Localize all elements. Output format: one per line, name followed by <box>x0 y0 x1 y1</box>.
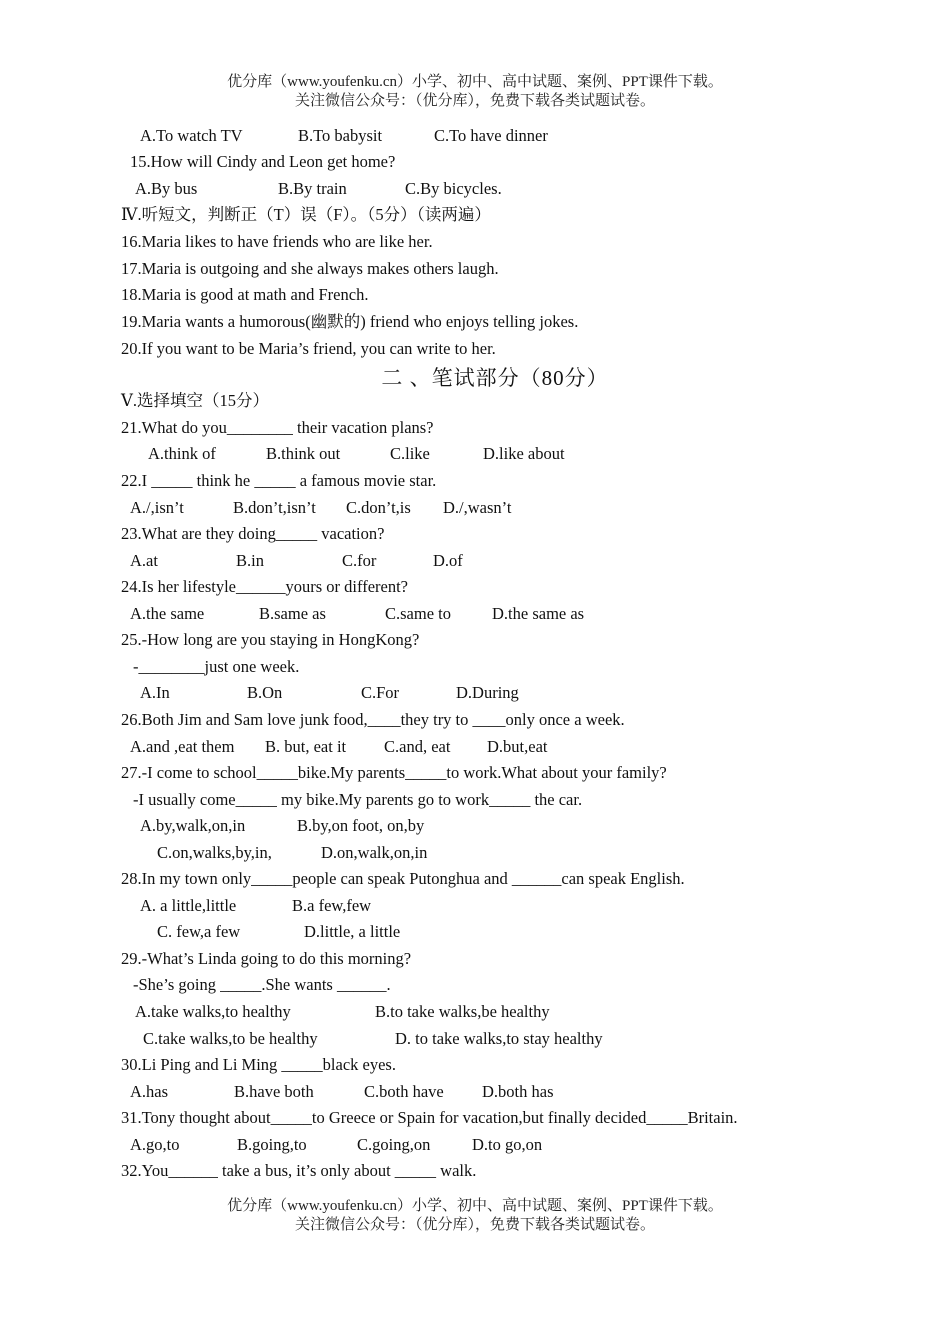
q24-option-b: B.same as <box>259 604 326 623</box>
q27-option-d: D.on,walk,on,in <box>321 843 428 862</box>
q26-question: 26.Both Jim and Sam love junk food,____they try to ____only once a week. <box>121 710 625 729</box>
q31-question: 31.Tony thought about_____to Greece or Spain for vacation,but finally decided_____Britain. <box>121 1108 738 1127</box>
q27-option-a: A.by,walk,on,in <box>140 816 246 835</box>
q23-question: 23.What are they doing_____ vacation? <box>121 524 385 543</box>
q30-option-b: B.have both <box>234 1082 314 1101</box>
q25-option-a: A.In <box>140 683 170 702</box>
q28-question: 28.In my town only_____people can speak Putonghua and ______can speak English. <box>121 869 685 888</box>
q16-statement: 16.Maria likes to have friends who are like her. <box>121 232 433 251</box>
q24-option-a: A.the same <box>130 604 205 623</box>
q28-option-a: A. a little,little <box>140 896 237 915</box>
q17-statement: 17.Maria is outgoing and she always makes others laugh. <box>121 259 499 278</box>
q14-option-a: A.To watch TV <box>140 126 243 145</box>
q25-option-b: B.On <box>247 683 283 702</box>
q22-question: 22.I _____ think he _____ a famous movie star. <box>121 471 437 490</box>
q23-option-d: D.of <box>433 551 463 570</box>
q29-option-c: C.take walks,to be healthy <box>143 1029 318 1048</box>
q15-question: 15.How will Cindy and Leon get home? <box>130 152 396 171</box>
q29-option-d: D. to take walks,to stay healthy <box>395 1029 603 1048</box>
q28-option-c: C. few,a few <box>157 922 241 941</box>
header-line-1: 优分库（www.youfenku.cn）小学、初中、高中试题、案例、PPT课件下载。 <box>227 74 723 90</box>
footer-line-2: 关注微信公众号：（优分库），免费下载各类试题试卷。 <box>294 1217 655 1233</box>
q26-option-a: A.and ,eat them <box>130 737 235 756</box>
q22-option-a: A./,isn’t <box>130 498 184 517</box>
q22-option-b: B.don’t,isn’t <box>233 498 316 517</box>
q21-option-a: A.think of <box>148 444 216 463</box>
q29-question: 29.-What’s Linda going to do this morning? <box>121 949 412 968</box>
q31-option-b: B.going,to <box>237 1135 307 1154</box>
q22-option-d: D./,wasn’t <box>443 498 512 517</box>
q20-statement: 20.If you want to be Maria’s friend, you can write to her. <box>121 339 496 358</box>
q30-option-d: D.both has <box>482 1082 554 1101</box>
q26-option-b: B. but, eat it <box>265 737 347 756</box>
q24-option-c: C.same to <box>385 604 451 623</box>
q26-option-d: D.but,eat <box>487 737 548 756</box>
section-iv-heading: Ⅳ.听短文，判断正（T）误（F）。（5分）（读两遍） <box>121 205 491 224</box>
q28-option-d: D.little, a little <box>304 922 401 941</box>
q24-option-d: D.the same as <box>492 604 585 623</box>
q27-response: -I usually come_____ my bike.My parents go to work_____ the car. <box>133 790 583 809</box>
q30-question: 30.Li Ping and Li Ming _____black eyes. <box>121 1055 396 1074</box>
q25-option-d: D.During <box>456 683 519 702</box>
q28-option-b: B.a few,few <box>292 896 372 915</box>
q30-option-a: A.has <box>130 1082 169 1101</box>
q15-option-a: A.By bus <box>135 179 198 198</box>
q25-question: 25.-How long are you staying in HongKong? <box>121 630 420 649</box>
q25-response: -________just one week. <box>133 657 300 676</box>
q27-option-c: C.on,walks,by,in, <box>157 843 272 862</box>
q27-option-b: B.by,on foot, on,by <box>297 816 425 835</box>
q31-option-c: C.going,on <box>357 1135 431 1154</box>
q29-response: -She’s going _____.She wants ______. <box>133 975 391 994</box>
q21-question: 21.What do you________ their vacation plans? <box>121 418 434 437</box>
q22-option-c: C.don’t,is <box>346 498 411 517</box>
q31-option-d: D.to go,on <box>472 1135 543 1154</box>
q32-question: 32.You______ take a bus, it’s only about _____ walk. <box>121 1161 477 1180</box>
q23-option-b: B.in <box>236 551 264 570</box>
q25-option-c: C.For <box>361 683 400 702</box>
q18-statement: 18.Maria is good at math and French. <box>121 285 369 304</box>
q23-option-c: C.for <box>342 551 377 570</box>
q29-option-b: B.to take walks,be healthy <box>375 1002 550 1021</box>
q29-option-a: A.take walks,to healthy <box>135 1002 291 1021</box>
q14-option-c: C.To have dinner <box>434 126 548 145</box>
q26-option-c: C.and, eat <box>384 737 451 756</box>
q23-option-a: A.at <box>130 551 158 570</box>
q30-option-c: C.both have <box>364 1082 444 1101</box>
q15-option-c: C.By bicycles. <box>405 179 502 198</box>
q31-option-a: A.go,to <box>130 1135 180 1154</box>
q24-question: 24.Is her lifestyle______yours or different? <box>121 577 408 596</box>
q21-option-b: B.think out <box>266 444 341 463</box>
q14-option-b: B.To babysit <box>298 126 383 145</box>
footer-line-1: 优分库（www.youfenku.cn）小学、初中、高中试题、案例、PPT课件下载。 <box>227 1198 723 1214</box>
header-line-2: 关注微信公众号：（优分库），免费下载各类试题试卷。 <box>294 93 655 109</box>
q21-option-d: D.like about <box>483 444 565 463</box>
part-two-heading: 二 、笔试部分（80分） <box>381 366 609 390</box>
q27-question: 27.-I come to school_____bike.My parents_____to work.What about your family? <box>121 763 667 782</box>
q19-statement: 19.Maria wants a humorous(幽默的) friend who enjoys telling jokes. <box>121 312 579 331</box>
q21-option-c: C.like <box>390 444 430 463</box>
q15-option-b: B.By train <box>278 179 347 198</box>
section-v-heading: Ⅴ.选择填空（15分） <box>121 391 270 410</box>
